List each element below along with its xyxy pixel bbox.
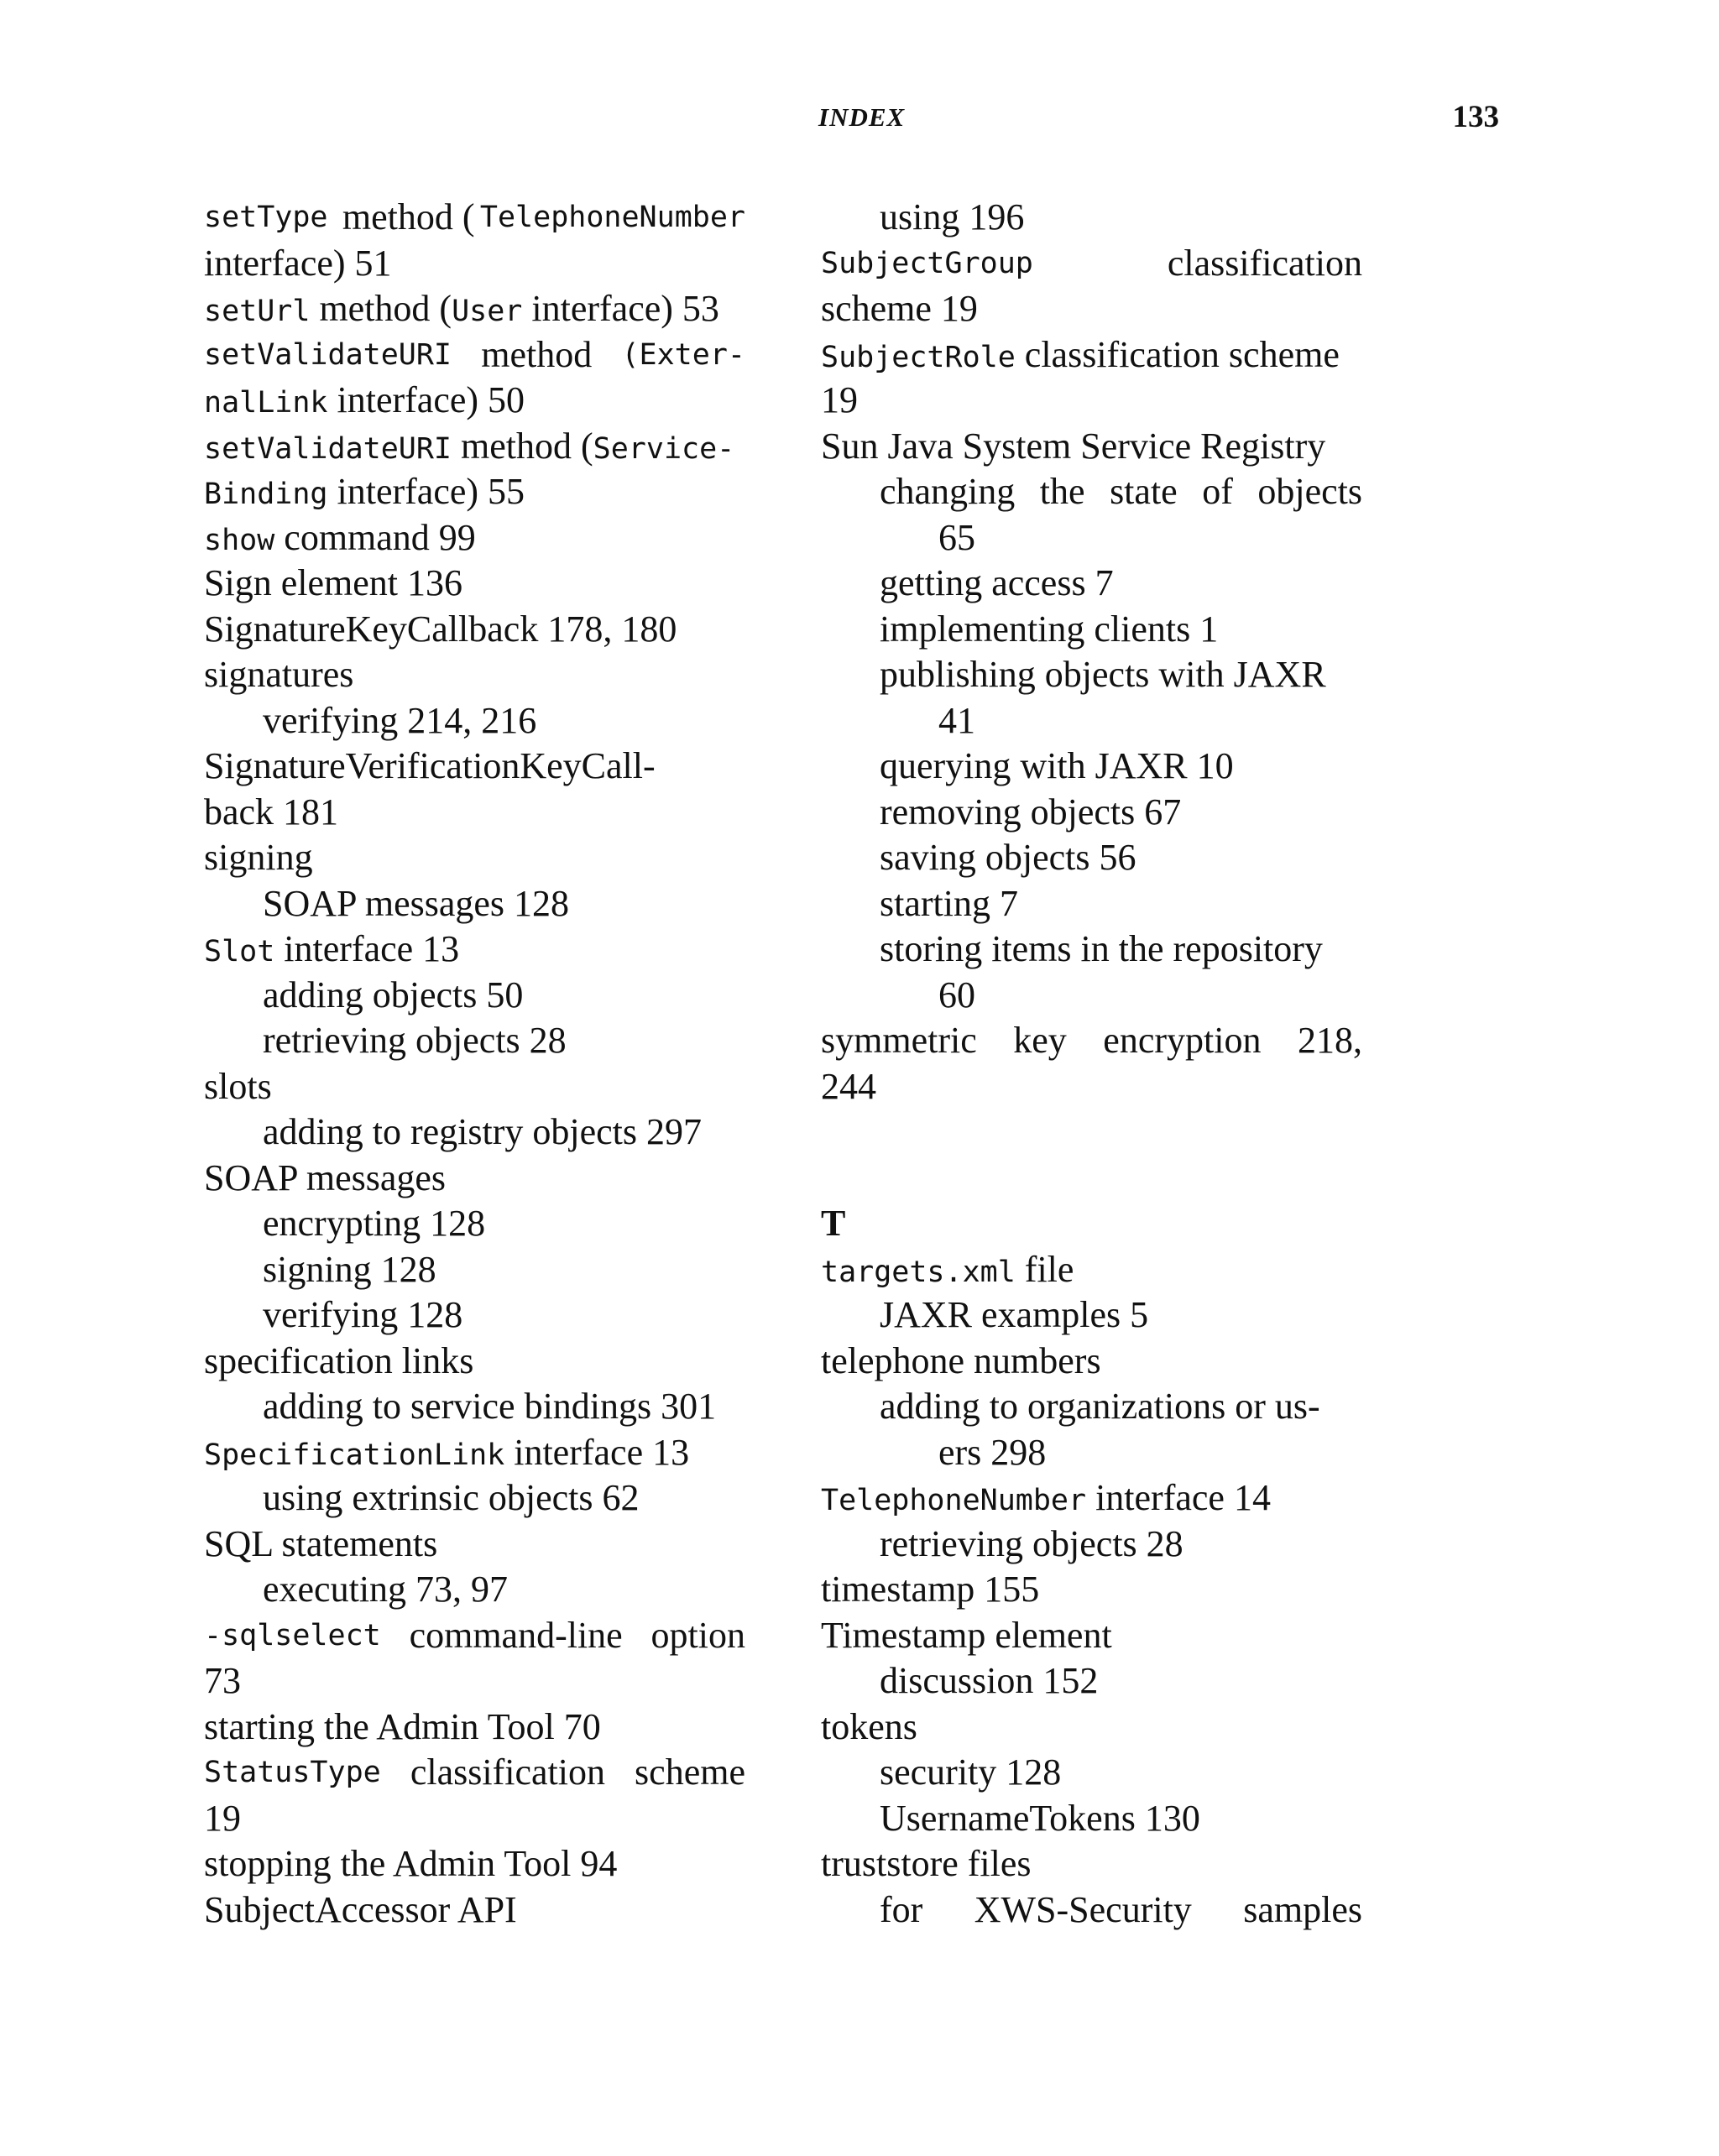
index-subentry [821, 1750, 1362, 1796]
code-term: (Exter- [621, 337, 745, 372]
entry-text: method [481, 333, 593, 375]
index-entry [204, 652, 745, 698]
index-subentry [821, 790, 1362, 836]
index-entry [204, 1658, 745, 1704]
entry-text: specification links [204, 1339, 474, 1381]
index-subentry [821, 1292, 1362, 1339]
entry-text: 60 [938, 974, 975, 1015]
entry-text: encryption [1103, 1020, 1262, 1061]
entry-text: publishing objects with JAXR [880, 654, 1326, 695]
entry-text: back 181 [204, 791, 339, 833]
code-term: SubjectGroup [821, 246, 1033, 280]
index-subentry [821, 1796, 1362, 1842]
index-subentry [821, 1658, 1362, 1704]
entry-text: interface 14 [1086, 1477, 1271, 1518]
index-entry [204, 607, 745, 653]
index-subentry [821, 835, 1362, 881]
code-term: show [204, 523, 275, 557]
index-entry [204, 1887, 745, 1934]
entry-text: SubjectAccessor API [204, 1888, 517, 1930]
entry-text: method ( [332, 196, 475, 238]
entry-text: verifying 214, 216 [263, 699, 537, 741]
index-entry [204, 424, 745, 470]
entry-text: signatures [204, 654, 354, 695]
entry-text: XWS-Security [974, 1888, 1192, 1930]
index-entry [204, 835, 745, 881]
index-entry [204, 1430, 745, 1476]
entry-text: saving objects 56 [880, 837, 1136, 878]
entry-text: objects [1257, 471, 1362, 512]
index-entry [204, 286, 745, 332]
entry-text: adding to service bindings 301 [263, 1386, 717, 1427]
index-entry [204, 332, 745, 378]
entry-text: option [651, 1614, 745, 1656]
entry-text: command-line [409, 1614, 623, 1656]
index-entry [821, 1339, 1362, 1385]
entry-text: signing [204, 837, 313, 878]
entry-text: ers 298 [938, 1431, 1047, 1473]
entry-text: classification scheme [1015, 333, 1340, 375]
index-subentry [204, 881, 745, 927]
index-subentry [821, 744, 1362, 790]
entry-text: using 196 [880, 196, 1025, 238]
index-subentry [821, 652, 1362, 698]
index-subentry [204, 1247, 745, 1293]
section-letter [821, 1201, 1362, 1247]
index-entry [821, 1064, 1362, 1110]
entry-text: removing objects 67 [880, 791, 1182, 833]
entry-text: 19 [821, 379, 858, 420]
entry-text: adding to organizations or us- [880, 1386, 1320, 1427]
index-subentry [204, 1292, 745, 1339]
index-column-right [821, 195, 1362, 1933]
code-term: SpecificationLink [204, 1438, 505, 1472]
entry-text: changing [880, 471, 1016, 512]
entry-text: tokens [821, 1705, 917, 1747]
index-subentry [821, 881, 1362, 927]
index-entry [204, 469, 745, 515]
entry-text: interface 13 [274, 928, 460, 969]
entry-text: storing items in the repository [880, 928, 1323, 969]
code-term: Binding [204, 478, 328, 511]
index-subentry [821, 607, 1362, 653]
blank-line [821, 1109, 1362, 1156]
index-column-left [204, 195, 745, 1933]
index-entry [821, 1247, 1362, 1293]
entry-text: signing 128 [263, 1248, 436, 1290]
index-subentry [821, 1522, 1362, 1568]
index-entry [821, 286, 1362, 332]
entry-text: SignatureKeyCallback 178, 180 [204, 608, 677, 650]
entry-text: SignatureVerificationKeyCall- [204, 745, 656, 786]
entry-text: method ( [310, 288, 452, 329]
index-continuation [821, 698, 1362, 744]
entry-text: querying with JAXR 10 [880, 745, 1234, 786]
entry-text: timestamp 155 [821, 1569, 1040, 1610]
entry-text: adding objects 50 [263, 974, 524, 1015]
index-entry [204, 1750, 745, 1796]
index-entry [204, 1613, 745, 1659]
index-entry [204, 241, 745, 287]
code-term: -sqlselect [204, 1618, 381, 1652]
entry-text: implementing clients 1 [880, 608, 1219, 650]
code-term: setValidateURI [204, 431, 452, 466]
index-entry [821, 424, 1362, 470]
entry-text: scheme [635, 1751, 745, 1793]
index-entry [204, 195, 745, 241]
blank-line [821, 1156, 1362, 1202]
entry-text: UsernameTokens 130 [880, 1797, 1200, 1839]
entry-text: slots [204, 1065, 272, 1107]
index-subentry [204, 1567, 745, 1613]
entry-text: getting access 7 [880, 562, 1114, 603]
entry-text: Sign element 136 [204, 562, 462, 603]
index-entry [204, 1796, 745, 1842]
code-term: User [452, 295, 523, 328]
entry-text: classification [410, 1751, 605, 1793]
entry-text: Sun Java System Service Registry [821, 425, 1326, 467]
index-subentry [204, 1201, 745, 1247]
index-entry [204, 1156, 745, 1202]
entry-text: file [1015, 1248, 1074, 1290]
index-continuation [821, 515, 1362, 561]
index-entry [204, 744, 745, 790]
entry-text: T [821, 1203, 846, 1244]
entry-text: interface 13 [504, 1431, 690, 1473]
entry-text: stopping the Admin Tool 94 [204, 1843, 618, 1884]
entry-text: 73 [204, 1660, 241, 1701]
index-entry [204, 561, 745, 607]
entry-text: interface) 55 [327, 471, 525, 512]
entry-text: 19 [204, 1797, 241, 1839]
entry-text: SOAP messages 128 [263, 882, 570, 924]
index-entry [204, 1704, 745, 1751]
code-term: setValidateURI [204, 337, 452, 372]
index-entry [821, 332, 1362, 378]
index-subentry [204, 698, 745, 744]
index-continuation [821, 1430, 1362, 1476]
entry-text: starting 7 [880, 882, 1018, 924]
entry-text: using extrinsic objects 62 [263, 1477, 640, 1518]
entry-text: interface) 50 [327, 379, 525, 420]
entry-text: classification [1167, 242, 1362, 284]
index-subentry [204, 1109, 745, 1156]
entry-text: samples [1243, 1888, 1362, 1930]
entry-text: SOAP messages [204, 1156, 447, 1198]
entry-text: method ( [452, 425, 593, 467]
code-term: SubjectRole [821, 340, 1016, 374]
index-entry [821, 241, 1362, 287]
entry-text: interface) 51 [204, 242, 392, 284]
index-subentry [821, 1384, 1362, 1430]
index-subentry [821, 561, 1362, 607]
index-entry [204, 515, 745, 561]
index-subentry [204, 1475, 745, 1522]
index-entry [821, 1475, 1362, 1522]
page-header [0, 99, 1719, 141]
index-subentry [204, 1018, 745, 1064]
code-term: TelephoneNumber [821, 1484, 1087, 1517]
code-term: nalLink [204, 386, 328, 420]
index-subentry [204, 1384, 745, 1430]
entry-text: executing 73, 97 [263, 1569, 509, 1610]
index-entry [204, 1841, 745, 1887]
index-entry [821, 1841, 1362, 1887]
entry-text: scheme 19 [821, 288, 978, 329]
entry-text: retrieving objects 28 [263, 1020, 567, 1061]
index-entry [204, 927, 745, 973]
code-term: targets.xml [821, 1255, 1016, 1289]
code-term: StatusType [204, 1756, 381, 1789]
entry-text: starting the Admin Tool 70 [204, 1705, 601, 1747]
index-entry [204, 1339, 745, 1385]
index-entry [821, 1018, 1362, 1064]
entry-text: state [1110, 471, 1178, 512]
entry-text: SQL statements [204, 1522, 438, 1564]
entry-text: for [880, 1888, 923, 1930]
index-subentry [821, 195, 1362, 241]
entry-text: key [1013, 1020, 1067, 1061]
entry-text: 41 [938, 699, 975, 741]
page-number: 133 [1452, 100, 1499, 134]
entry-text: JAXR examples 5 [880, 1294, 1149, 1335]
entry-text: interface) 53 [522, 288, 719, 329]
index-entry [204, 1064, 745, 1110]
entry-text: of [1202, 471, 1233, 512]
entry-text: verifying 128 [263, 1294, 463, 1335]
entry-text: 218, [1297, 1020, 1362, 1061]
index-subentry [821, 927, 1362, 973]
index-entry [204, 790, 745, 836]
index-entry [821, 378, 1362, 424]
index-entry [204, 1522, 745, 1568]
entry-text: 244 [821, 1065, 876, 1107]
entry-text: symmetric [821, 1020, 977, 1061]
index-entry [204, 378, 745, 424]
entry-text: encrypting 128 [263, 1203, 486, 1244]
entry-text: telephone numbers [821, 1339, 1101, 1381]
entry-text: adding to registry objects 297 [263, 1111, 703, 1152]
entry-text: security 128 [880, 1751, 1062, 1793]
index-entry [821, 1613, 1362, 1659]
entry-text: discussion 152 [880, 1660, 1099, 1701]
index-continuation [821, 973, 1362, 1019]
index-entry [821, 1704, 1362, 1751]
entry-text: retrieving objects 28 [880, 1522, 1183, 1564]
index-entry [821, 1567, 1362, 1613]
entry-text: 65 [938, 516, 975, 558]
index-subentry [821, 469, 1362, 515]
code-term: setType [204, 201, 328, 234]
entry-text: truststore files [821, 1843, 1032, 1884]
code-term: Service- [593, 431, 735, 466]
entry-text: the [1039, 471, 1085, 512]
entry-text: command 99 [274, 516, 476, 558]
entry-text: Timestamp element [821, 1614, 1112, 1656]
code-term: Slot [204, 935, 275, 968]
code-term: TelephoneNumber [479, 201, 745, 234]
index-subentry [204, 973, 745, 1019]
index-subentry [821, 1887, 1362, 1934]
code-term: setUrl [204, 295, 311, 328]
running-head: INDEX [818, 102, 906, 132]
